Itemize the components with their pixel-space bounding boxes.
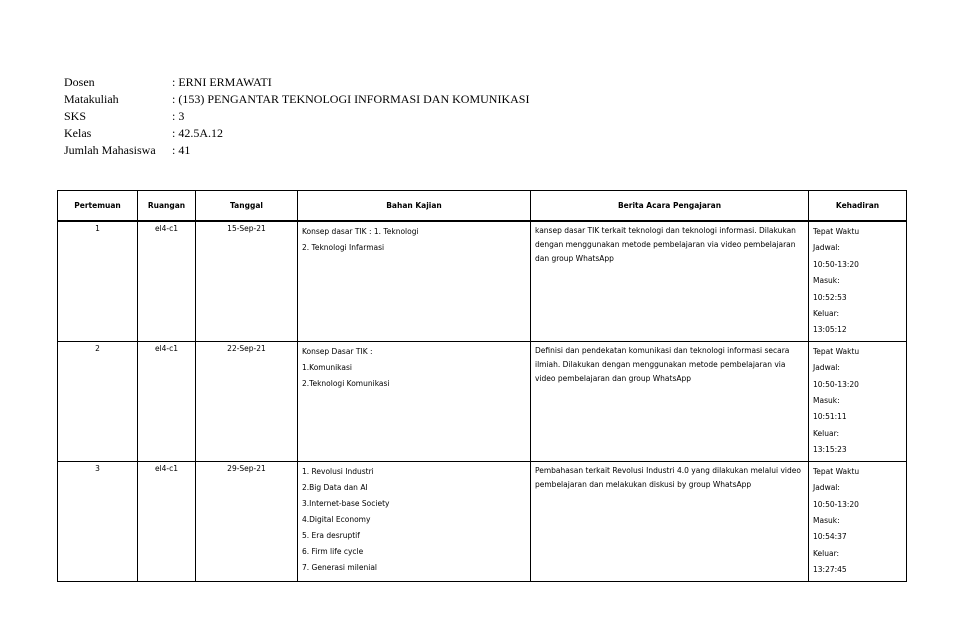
bahan-line: Konsep Dasar TIK : <box>302 346 373 356</box>
header-bahan-kajian: Bahan Kajian <box>298 191 531 222</box>
bahan-line: 2.Big Data dan AI <box>302 482 368 492</box>
cell-bahan-kajian <box>298 221 531 341</box>
cell-kehadiran <box>809 221 907 341</box>
cell-kehadiran <box>809 341 907 461</box>
kehadiran-line: Tepat Waktu <box>813 466 860 476</box>
cell-kehadiran <box>809 461 907 581</box>
bahan-line: 7. Generasi milenial <box>302 562 377 572</box>
cell-bahan-kajian <box>298 461 531 581</box>
bahan-line: 2.Teknologi Komunikasi <box>302 378 390 388</box>
kehadiran-line: Jadwal: <box>813 363 840 373</box>
kehadiran-line: 10:54:37 <box>813 532 847 542</box>
header-ruangan: Ruangan <box>138 191 196 222</box>
info-label: Dosen <box>64 75 95 89</box>
bahan-line: Konsep dasar TIK : 1. Teknologi <box>302 227 419 236</box>
info-jumlah-mahasiswa <box>64 142 529 159</box>
info-value: : 42.5A.12 <box>172 126 223 140</box>
kehadiran-line: 13:15:23 <box>813 445 847 455</box>
table-header-row <box>58 191 907 222</box>
cell-ruangan: el4-c1 <box>138 461 196 581</box>
cell-ruangan: el4-c1 <box>138 221 196 341</box>
bahan-line: 1. Revolusi Industri <box>302 466 374 476</box>
kehadiran-line: Jadwal: <box>813 483 840 493</box>
cell-tanggal: 15-Sep-21 <box>196 221 298 341</box>
kehadiran-line: Masuk: <box>813 396 840 406</box>
info-label: Jumlah Mahasiswa <box>64 143 156 157</box>
cell-berita-acara: Definisi dan pendekatan komunikasi dan teknologi informasi secara ilmiah. Dilakukan dengan menggunakan metode pembelajaran via video pembelajaran dan group WhatsApp <box>531 341 809 461</box>
table-row <box>58 461 907 581</box>
kehadiran-line: 13:27:45 <box>813 565 847 575</box>
table-row <box>58 221 907 341</box>
cell-ruangan: el4-c1 <box>138 341 196 461</box>
course-info <box>64 74 529 159</box>
bahan-line: 3.Internet-base Society <box>302 498 390 508</box>
info-label: Matakuliah <box>64 92 119 106</box>
info-value: : 41 <box>172 143 191 157</box>
bahan-line: 6. Firm life cycle <box>302 546 364 556</box>
header-berita-acara: Berita Acara Pengajaran <box>531 191 809 222</box>
kehadiran-line: Masuk: <box>813 276 840 286</box>
kehadiran-line: Tepat Waktu <box>813 227 860 236</box>
kehadiran-line: 10:50-13:20 <box>813 259 859 269</box>
header-tanggal: Tanggal <box>196 191 298 222</box>
teaching-report-table <box>57 190 907 582</box>
bahan-line: 5. Era desruptif <box>302 530 360 540</box>
info-dosen <box>64 74 529 91</box>
info-value: : ERNI ERMAWATI <box>172 75 272 89</box>
info-label: Kelas <box>64 126 92 140</box>
kehadiran-line: 10:51:11 <box>813 412 847 422</box>
header-pertemuan: Pertemuan <box>58 191 138 222</box>
kehadiran-line: Tepat Waktu <box>813 346 860 356</box>
cell-tanggal: 22-Sep-21 <box>196 341 298 461</box>
bahan-line: 2. Teknologi Infarmasi <box>302 243 385 252</box>
kehadiran-line: Masuk: <box>813 515 840 525</box>
info-label: SKS <box>64 109 87 123</box>
cell-bahan-kajian <box>298 341 531 461</box>
bahan-line: 1.Komunikasi <box>302 362 352 372</box>
info-sks <box>64 108 529 125</box>
kehadiran-line: 10:50-13:20 <box>813 379 859 389</box>
kehadiran-line: Keluar: <box>813 428 840 438</box>
cell-pertemuan: 1 <box>58 221 138 341</box>
header-kehadiran: Kehadiran <box>809 191 907 222</box>
cell-berita-acara: kansep dasar TIK terkait teknologi dan teknologi informasi. Dilakukan dengan menggunakan metode pembelajaran via video pembelajaran dan group WhatsApp <box>531 221 809 341</box>
cell-pertemuan: 3 <box>58 461 138 581</box>
kehadiran-line: 13:05:12 <box>813 325 847 335</box>
cell-pertemuan: 2 <box>58 341 138 461</box>
cell-berita-acara: Pembahasan terkait Revolusi Industri 4.0 yang dilakukan melalui video pembelajaran dan melakukan diskusi by group WhatsApp <box>531 461 809 581</box>
info-kelas <box>64 125 529 142</box>
kehadiran-line: 10:52:53 <box>813 292 847 302</box>
info-matakuliah <box>64 91 529 108</box>
cell-tanggal: 29-Sep-21 <box>196 461 298 581</box>
kehadiran-line: Keluar: <box>813 548 840 558</box>
table-row <box>58 341 907 461</box>
kehadiran-line: Keluar: <box>813 309 840 319</box>
bahan-line: 4.Digital Economy <box>302 514 371 524</box>
kehadiran-line: Jadwal: <box>813 243 840 253</box>
kehadiran-line: 10:50-13:20 <box>813 499 859 509</box>
info-value: : 3 <box>172 109 185 123</box>
info-value: : (153) PENGANTAR TEKNOLOGI INFORMASI DAN KOMUNIKASI <box>172 92 530 106</box>
